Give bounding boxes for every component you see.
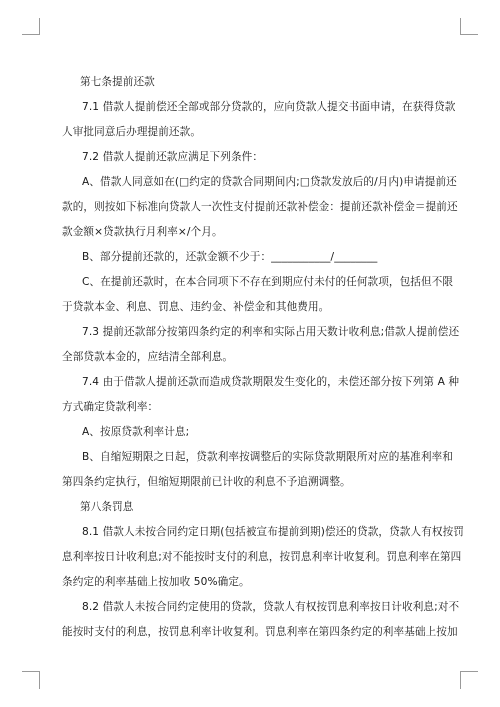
crop-mark-top-left-h: [22, 34, 40, 35]
crop-mark-bottom-left-h: [22, 671, 40, 672]
condition-a-line-2: 款的，则按如下标准向贷款人一次性支付提前还款补偿金：提前还款补偿金＝提前还: [62, 201, 458, 213]
clause-7-3-line-2: 全部贷款本金的，应结清全部利息。: [62, 351, 234, 363]
option-b-line-2: 第四条约定执行，但缩短期限前已计收的利息不予追溯调整。: [62, 476, 351, 488]
condition-c-line-2: 于贷款本金、利息、罚息、违约金、补偿金和其他费用。: [62, 301, 330, 313]
option-b-line-1: B、自缩短期限之日起，贷款利率按调整后的实际贷款期限所对应的基准利率和: [82, 451, 453, 463]
clause-7-2: 7.2 借款人提前还款应满足下列条件：: [82, 151, 264, 163]
clause-7-4-line-1: 7.4 由于借款人提前还款而造成贷款期限发生变化的，未偿还部分按下列第 A 种: [82, 376, 460, 388]
article-7-heading: 第七条提前还款: [80, 76, 155, 88]
crop-mark-bottom-left-v: [39, 671, 40, 689]
clause-7-1-line-2: 人审批同意后办理提前还款。: [62, 126, 202, 138]
clause-8-1-line-1: 8.1 借款人未按合同约定日期(包括被宣布提前到期)偿还的贷款，贷款人有权按罚: [82, 526, 464, 538]
clause-8-1-line-3: 条约定的利率基础上按加收 50%确定。: [62, 576, 250, 588]
clause-7-3-line-1: 7.3 提前还款部分按第四条约定的利率和实际占用天数计收利息;借款人提前偿还: [82, 326, 460, 338]
clause-8-2-line-1: 8.2 借款人未按合同约定使用的贷款，贷款人有权按罚息利率按日计收利息;对不: [82, 601, 460, 613]
article-8-heading: 第八条罚息: [80, 501, 134, 513]
condition-a-line-1: A、借款人同意如在(□约定的贷款合同期间内;□贷款发放后的/月内)申请提前还: [82, 176, 457, 188]
clause-8-2-line-2: 能按时支付的利息，按罚息利率计收复利。罚息利率在第四条约定的利率基础上按加: [62, 626, 458, 638]
clause-8-1-line-2: 息利率按日计收利息;对不能按时支付的利息，按罚息利率计收复利。罚息利率在第四: [62, 551, 462, 563]
condition-c-line-1: C、在提前还款时，在本合同项下不存在到期应付未付的任何款项，包括但不限: [82, 276, 454, 288]
document-body: [62, 70, 464, 645]
clause-7-4-line-2: 方式确定贷款利率：: [62, 401, 159, 413]
clause-7-1-line-1: 7.1 借款人提前偿还全部或部分贷款的，应向贷款人提交书面申请，在获得贷款: [82, 101, 456, 113]
option-a: A、按原贷款利率计息;: [82, 426, 190, 438]
crop-mark-bottom-right-v: [460, 671, 461, 689]
crop-mark-top-right-v: [460, 18, 461, 35]
crop-mark-bottom-right-h: [460, 671, 478, 672]
condition-a-line-3: 款金额×贷款执行月利率×/个月。: [62, 226, 223, 238]
condition-b: B、部分提前还款的，还款金额不少于：___________/________: [82, 251, 378, 263]
crop-mark-top-right-h: [460, 34, 478, 35]
crop-mark-top-left-v: [39, 18, 40, 35]
